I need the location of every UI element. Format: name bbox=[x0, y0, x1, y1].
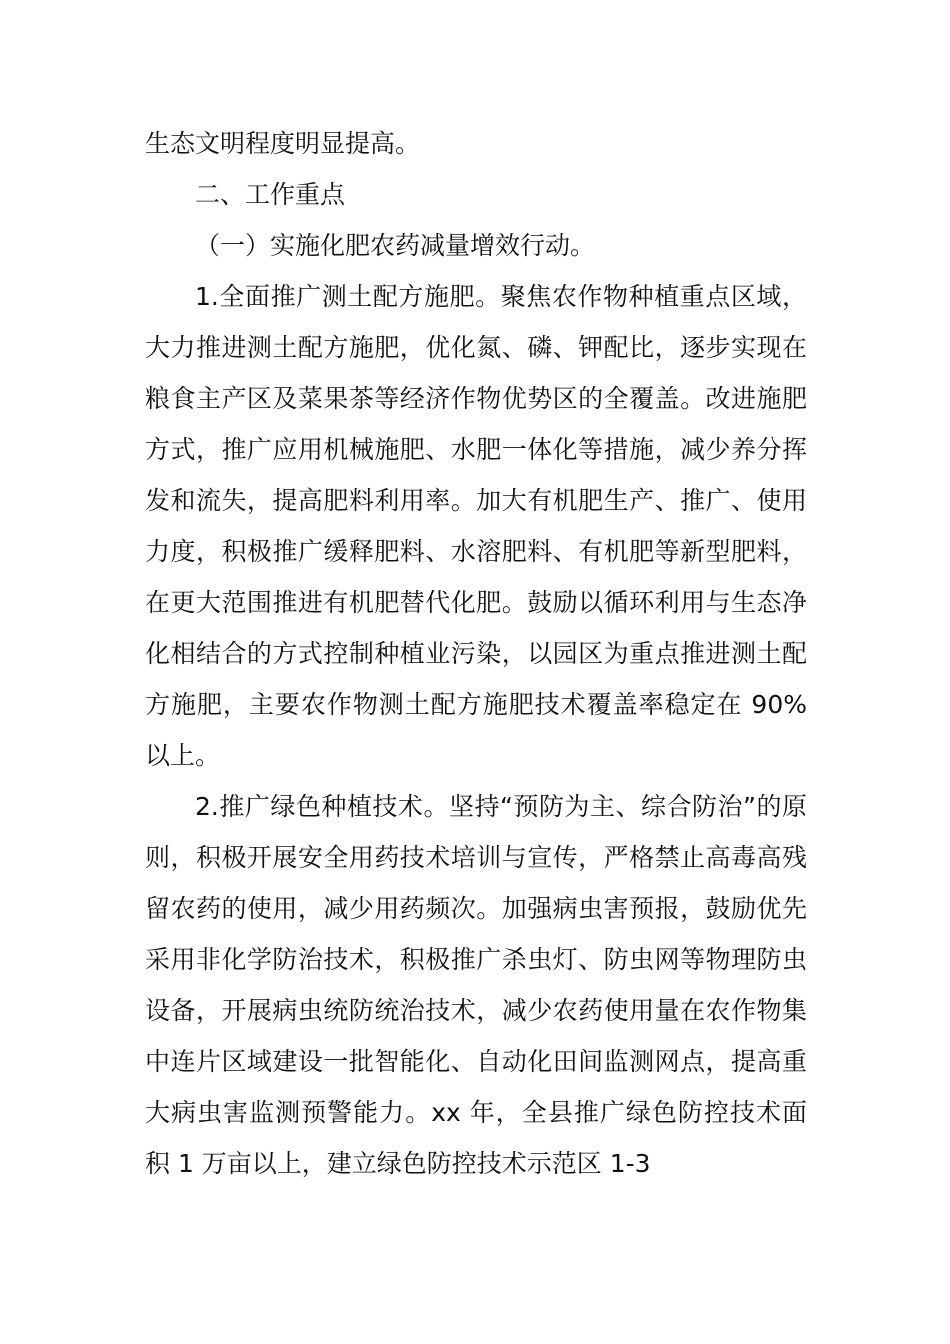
subsection-heading: （一）实施化肥农药减量增效行动。 bbox=[195, 231, 596, 260]
paragraph-continuation: 生态文明程度明显提高。 bbox=[145, 129, 421, 158]
document-body bbox=[145, 118, 807, 1189]
section-heading: 二、工作重点 bbox=[195, 180, 346, 209]
paragraph-item-2: 2.推广绿色种植技术。坚持“预防为主、综合防治”的原则，积极开展安全用药技术培训与宣传，严格禁止高毒高残留农药的使用，减少用药频次。加强病虫害预报，鼓励优先采用非化学防治技术，积极推广杀虫灯、防虫网等物理防虫设备，开展病虫统防统治技术，减少农药使用量在农作物集中连片区域建设一批智能化、自动化田间监测网点，提高重大病虫害监测预警能力。xx 年，全县推广绿色防控技术面积 1 万亩以上，建立绿色防控技术示范区 1-3 bbox=[145, 792, 807, 1178]
paragraph-item-1: 1.全面推广测土配方施肥。聚焦农作物种植重点区域，大力推进测土配方施肥，优化氮、磷、钾配比，逐步实现在粮食主产区及菜果茶等经济作物优势区的全覆盖。改进施肥方式，推广应用机械施肥、水肥一体化等措施，减少养分挥发和流失，提高肥料利用率。加大有机肥生产、推广、使用力度，积极推广缓释肥料、水溶肥料、有机肥等新型肥料，在更大范围推进有机肥替代化肥。鼓励以循环利用与生态净化相结合的方式控制种植业污染，以园区为重点推进测土配方施肥，主要农作物测土配方施肥技术覆盖率稳定在 90%以上。 bbox=[145, 282, 807, 770]
